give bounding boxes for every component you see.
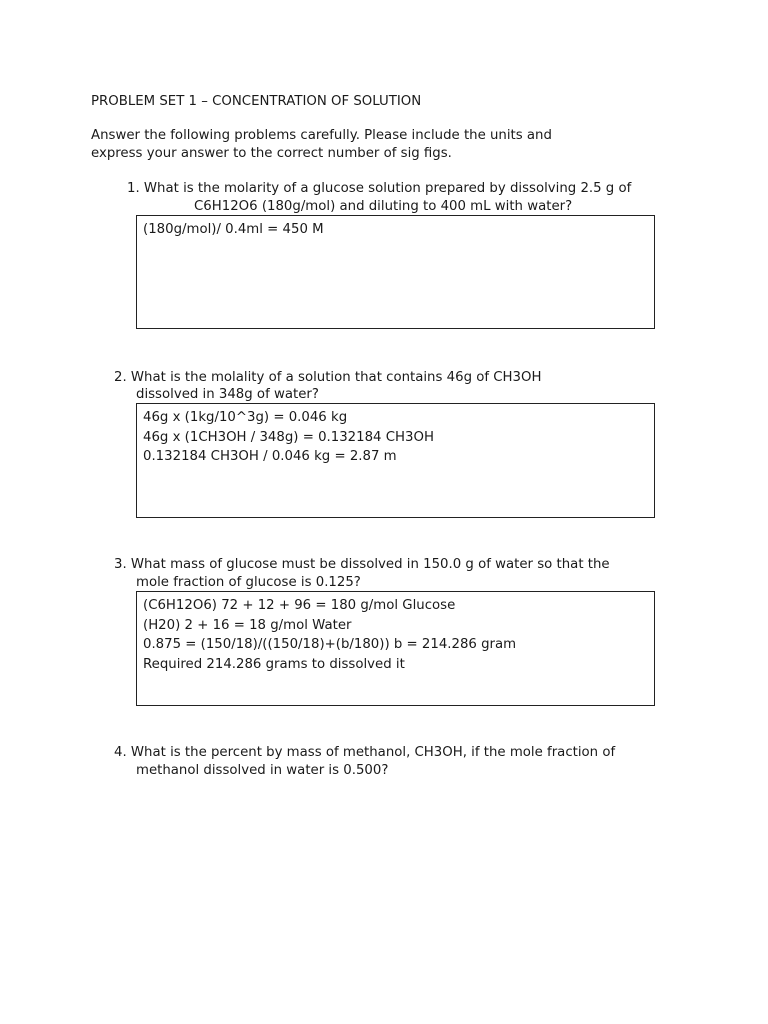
answer-box-1[interactable] (136, 215, 655, 329)
question-2-line-1: 2. What is the molality of a solution that contains 46g of CH3OH (114, 370, 542, 385)
instructions-line-1: Answer the following problems carefully. Please include the units and (91, 128, 552, 143)
instructions-line-2: express your answer to the correct number of sig figs. (91, 146, 452, 161)
question-4-line-2: methanol dissolved in water is 0.500? (136, 763, 389, 778)
question-1-line-1: 1. What is the molarity of a glucose solution prepared by dissolving 2.5 g of (127, 181, 632, 196)
question-3-line-2: mole fraction of glucose is 0.125? (136, 575, 361, 590)
page-title: PROBLEM SET 1 – CONCENTRATION OF SOLUTION (91, 94, 422, 109)
answer-1-line-1: (180g/mol)/ 0.4ml = 450 M (143, 222, 324, 237)
question-1-line-2: C6H12O6 (180g/mol) and diluting to 400 mL with water? (194, 199, 573, 214)
answer-2-line-3: 0.132184 CH3OH / 0.046 kg = 2.87 m (143, 449, 397, 464)
answer-3-line-2: (H20) 2 + 16 = 18 g/mol Water (143, 617, 352, 633)
question-2-line-2: dissolved in 348g of water? (136, 387, 319, 402)
answer-3-line-4: Required 214.286 grams to dissolved it (143, 656, 405, 672)
answer-box-3[interactable] (136, 591, 655, 706)
answer-2-line-1: 46g x (1kg/10^3g) = 0.046 kg (143, 410, 348, 425)
question-3-line-1: 3. What mass of glucose must be dissolved in 150.0 g of water so that the (114, 557, 610, 572)
answer-box-2[interactable] (136, 403, 655, 518)
answer-3-line-3: 0.875 = (150/18)/((150/18)+(b/180)) b = 214.286 gram (143, 637, 517, 652)
answer-2-line-2: 46g x (1CH3OH / 348g) = 0.132184 CH3OH (143, 429, 434, 445)
question-4-line-1: 4. What is the percent by mass of methanol, CH3OH, if the mole fraction of (114, 745, 616, 760)
answer-3-line-1: (C6H12O6) 72 + 12 + 96 = 180 g/mol Glucose (143, 598, 456, 613)
